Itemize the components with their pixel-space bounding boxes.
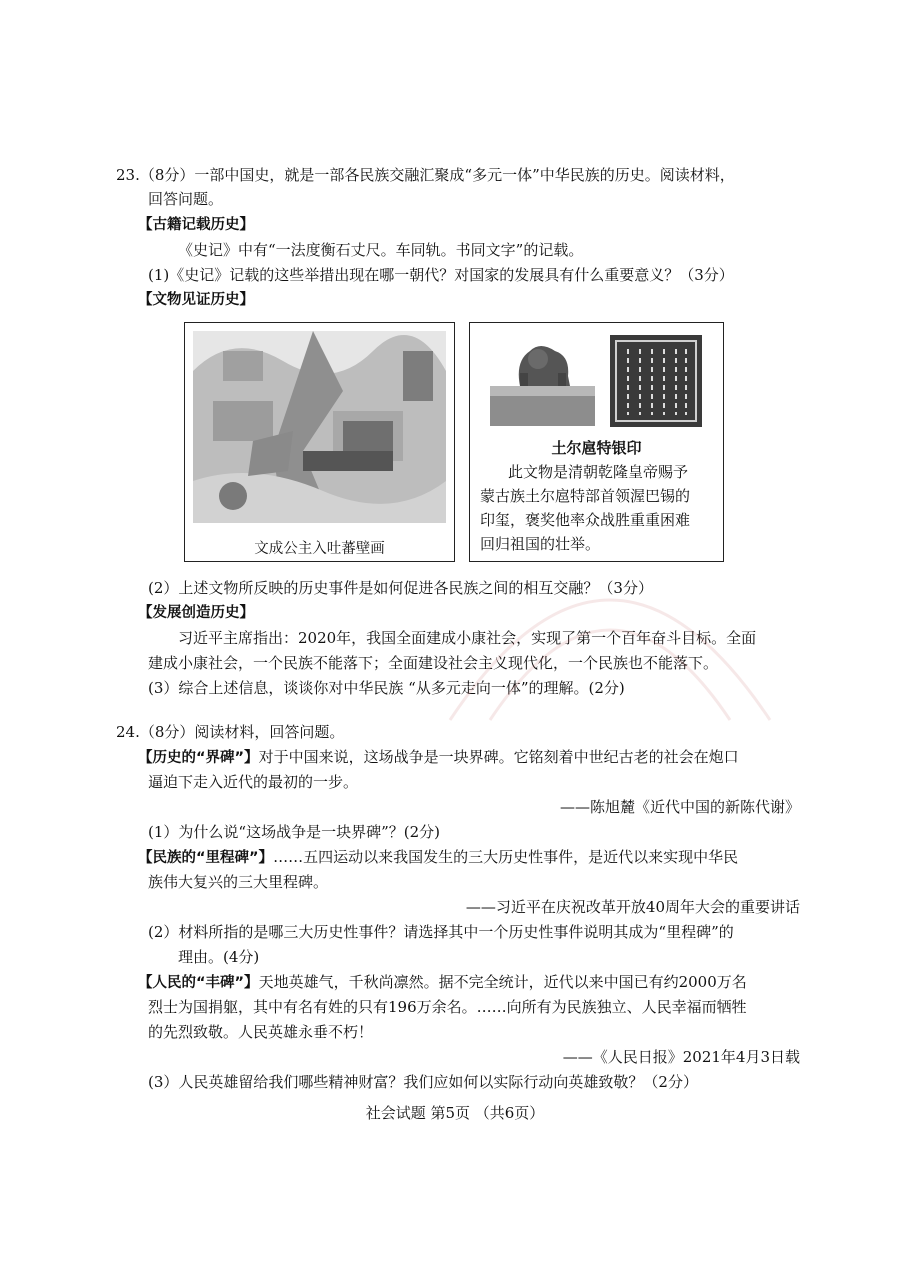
q23-section1-title: 【古籍记载历史】 <box>138 217 254 233</box>
q23-section3-text2: 建成小康社会，一个民族不能落下；全面建设社会主义现代化，一个民族也不能落下。 <box>148 654 719 672</box>
q24-material1-title: 【历史的“界碑”】 <box>138 750 259 766</box>
q24-material2-title: 【民族的“里程碑”】 <box>138 850 274 866</box>
q24-question1: (1）为什么说“这场战争是一块界碑”？(2分) <box>148 823 440 841</box>
q24-material1-line1 <box>138 746 739 769</box>
q24-material1-source: ——陈旭麓《近代中国的新陈代谢》 <box>559 798 800 816</box>
seal-title: 土尔扈特银印 <box>551 439 642 457</box>
page-footer: 社会试题 第5页 （共6页） <box>365 1104 545 1122</box>
mural-caption: 文成公主入吐蕃壁画 <box>254 541 385 557</box>
q23-question1: (1)《史记》记载的这些举措出现在哪一朝代？对国家的发展具有什么重要意义？（3分） <box>148 266 734 284</box>
q24-material2-source: ——习近平在庆祝改革开放40周年大会的重要讲话 <box>465 898 800 916</box>
seal-text-line1: 此文物是清朝乾隆皇帝赐予 <box>508 463 689 481</box>
mural-image <box>193 331 446 523</box>
seal-text-line4: 回归祖国的壮举。 <box>480 535 601 553</box>
q24-material2-line1 <box>138 846 738 869</box>
q24-material3-line1 <box>138 971 747 994</box>
q23-stem-line2: 回答问题。 <box>148 190 224 208</box>
q24-material3-source: ——《人民日报》2021年4月3日载 <box>562 1048 800 1066</box>
mural-figure <box>184 322 455 562</box>
seal-imprint-image <box>610 335 702 427</box>
q24-material3-text3: 的先烈致敬。人民英雄永垂不朽！ <box>148 1023 374 1041</box>
q23-section2-title: 【文物见证历史】 <box>138 292 254 308</box>
q24-material2-text2: 族伟大复兴的三大里程碑。 <box>148 873 329 891</box>
q24-material2-text1: ……五四运动以来我国发生的三大历史性事件，是近代以来实现中华民 <box>273 848 739 866</box>
watermark-seal-icon <box>430 520 790 740</box>
seal-text-line2: 蒙古族土尔扈特部首领渥巴锡的 <box>480 487 691 505</box>
q23-section3-text1: 习近平主席指出：2020年，我国全面建成小康社会，实现了第一个百年奋斗目标。全面 <box>178 629 757 647</box>
q23-question2: (2）上述文物所反映的历史事件是如何促进各民族之间的相互交融？（3分） <box>148 579 653 597</box>
q24-question2-line2: 理由。(4分) <box>178 948 260 966</box>
q24-material3-text1: 天地英雄气，千秋尚凛然。据不完全统计，近代以来中国已有约2000万名 <box>258 973 747 991</box>
q24-material1-text2: 逼迫下走入近代的最初的一步。 <box>148 773 359 791</box>
seal-text-line3: 印玺，褒奖他率众战胜重重困难 <box>480 511 691 529</box>
q24-material1-text1: 对于中国来说，这场战争是一块界碑。它铭刻着中世纪古老的社会在炮口 <box>258 748 739 766</box>
q23-section1-text: 《史记》中有“一法度衡石丈尺。车同轨。书同文字”的记载。 <box>178 241 584 259</box>
q24-stem: 24.（8分）阅读材料，回答问题。 <box>116 723 345 741</box>
q24-material3-title: 【人民的“丰碑”】 <box>138 975 259 991</box>
q23-stem-line1: 23.（8分）一部中国史，就是一部各民族交融汇聚成“多元一体”中华民族的历史。阅读材料， <box>116 166 735 184</box>
q24-material3-text2: 烈士为国捐躯，其中有名有姓的只有196万余名。……向所有为民族独立、人民幸福而牺牲 <box>148 998 747 1016</box>
q23-question3: (3）综合上述信息，谈谈你对中华民族 “从多元走向一体”的理解。(2分) <box>148 679 625 697</box>
q24-question3: (3）人民英雄留给我们哪些精神财富？我们应如何以实际行动向英雄致敬？（2分） <box>148 1073 698 1091</box>
q24-question2-line1: (2）材料所指的是哪三大历史性事件？请选择其中一个历史性事件说明其成为“里程碑”的 <box>148 923 734 941</box>
seal-image <box>480 331 602 431</box>
q23-section3-title: 【发展创造历史】 <box>138 605 254 621</box>
